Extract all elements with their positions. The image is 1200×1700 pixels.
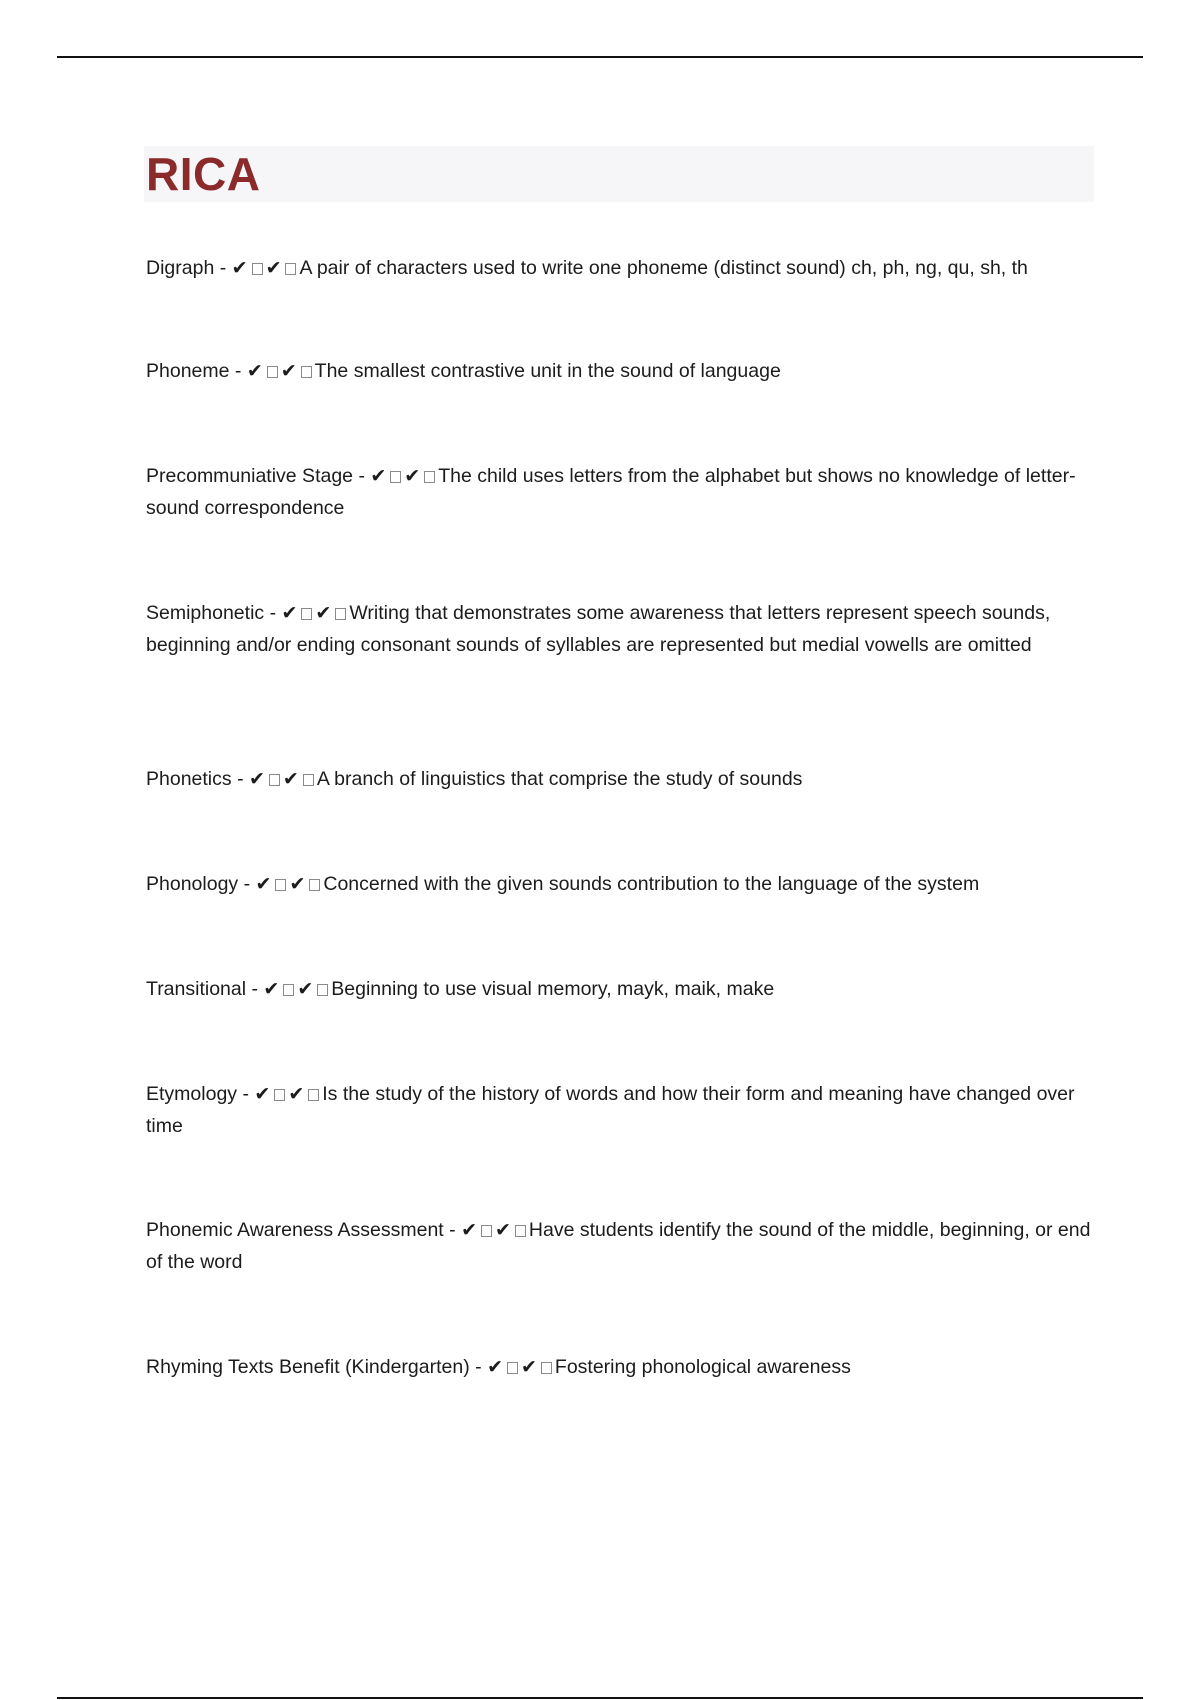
check-mark-icon: ✔ [231, 257, 248, 279]
empty-box-icon [541, 1362, 552, 1374]
empty-box-icon [252, 263, 263, 275]
empty-box-icon [507, 1362, 518, 1374]
term-entry [146, 763, 1092, 795]
term-definition: The smallest contrastive unit in the sound of language [314, 360, 781, 382]
check-mark-icon: ✔ [246, 360, 263, 382]
term-definition: Fostering phonological awareness [554, 1356, 851, 1378]
empty-box-icon [481, 1225, 492, 1237]
term-entry [146, 252, 1092, 284]
term-entry [146, 460, 1092, 524]
check-mark-icon: ✔ [263, 978, 280, 1000]
empty-box-icon [301, 366, 312, 378]
term-name: Phonetics [146, 768, 232, 790]
term-entry [146, 597, 1092, 661]
separator: - [449, 1219, 456, 1241]
term-name: Digraph [146, 257, 215, 279]
check-mark-icon: ✔ [289, 873, 306, 895]
term-name: Phonemic Awareness Assessment [146, 1219, 444, 1241]
term-definition: Have students identify the sound of the middle, beginning, or end of the word [146, 1219, 1091, 1273]
top-rule [57, 56, 1143, 58]
term-entry [146, 868, 1092, 900]
title-bar [144, 146, 1094, 202]
empty-box-icon [275, 879, 286, 891]
empty-box-icon [309, 879, 320, 891]
empty-box-icon [285, 263, 296, 275]
empty-box-icon [301, 608, 312, 620]
empty-box-icon [335, 608, 346, 620]
check-mark-icon: ✔ [254, 1083, 271, 1105]
check-mark-icon: ✔ [288, 1083, 305, 1105]
term-entry [146, 1351, 1092, 1383]
check-mark-icon: ✔ [404, 465, 421, 487]
term-definition: The child uses letters from the alphabet but shows no knowledge of letter-sound correspondence [146, 465, 1076, 519]
check-mark-icon: ✔ [281, 602, 298, 624]
separator: - [269, 602, 277, 624]
term-entry [146, 1078, 1092, 1142]
empty-box-icon [424, 471, 435, 483]
empty-box-icon [274, 1089, 285, 1101]
separator: - [234, 360, 242, 382]
empty-box-icon [267, 366, 278, 378]
separator: - [251, 978, 258, 1000]
check-mark-icon: ✔ [487, 1356, 503, 1378]
term-name: Semiphonetic [146, 602, 265, 624]
term-name: Transitional [146, 978, 247, 1000]
check-mark-icon: ✔ [282, 768, 299, 790]
check-mark-icon: ✔ [315, 602, 332, 624]
check-mark-icon: ✔ [280, 360, 297, 382]
empty-box-icon [308, 1089, 319, 1101]
check-mark-icon: ✔ [265, 257, 282, 279]
check-mark-icon: ✔ [494, 1219, 511, 1241]
term-name: Etymology [146, 1083, 238, 1105]
empty-box-icon [269, 774, 280, 786]
separator: - [242, 1083, 249, 1105]
empty-box-icon [303, 774, 314, 786]
page-title: RICA [146, 148, 261, 200]
empty-box-icon [515, 1225, 526, 1237]
separator: - [475, 1356, 482, 1378]
term-name: Phonology [146, 873, 239, 895]
bottom-rule [57, 1697, 1143, 1699]
term-name: Phoneme [146, 360, 230, 382]
empty-box-icon [317, 984, 328, 996]
check-mark-icon: ✔ [461, 1219, 477, 1241]
separator: - [358, 465, 365, 487]
check-mark-icon: ✔ [255, 873, 272, 895]
check-mark-icon: ✔ [520, 1356, 537, 1378]
term-definition: Concerned with the given sounds contribution to the language of the system [323, 873, 980, 895]
term-definition: Writing that demonstrates some awareness that letters represent speech sounds, beginning and/or ending consonant sounds of syllables are represented but medial vowells are omitted [146, 602, 1051, 656]
separator: - [237, 768, 244, 790]
check-mark-icon: ✔ [248, 768, 265, 790]
term-entry [146, 1214, 1092, 1278]
term-entry [146, 973, 1092, 1005]
separator: - [219, 257, 227, 279]
term-name: Precommuniative Stage [146, 465, 354, 487]
check-mark-icon: ✔ [370, 465, 387, 487]
separator: - [243, 873, 251, 895]
empty-box-icon [283, 984, 294, 996]
term-entry [146, 355, 1092, 387]
empty-box-icon [390, 471, 401, 483]
term-name: Rhyming Texts Benefit (Kindergarten) [146, 1356, 470, 1378]
term-definition: Beginning to use visual memory, mayk, maik, make [331, 978, 775, 1000]
term-definition: A branch of linguistics that comprise the study of sounds [316, 768, 803, 790]
term-definition: A pair of characters used to write one phoneme (distinct sound) ch, ph, ng, qu, sh, th [299, 257, 1028, 279]
check-mark-icon: ✔ [297, 978, 314, 1000]
term-definition: Is the study of the history of words and how their form and meaning have changed over time [146, 1083, 1075, 1137]
